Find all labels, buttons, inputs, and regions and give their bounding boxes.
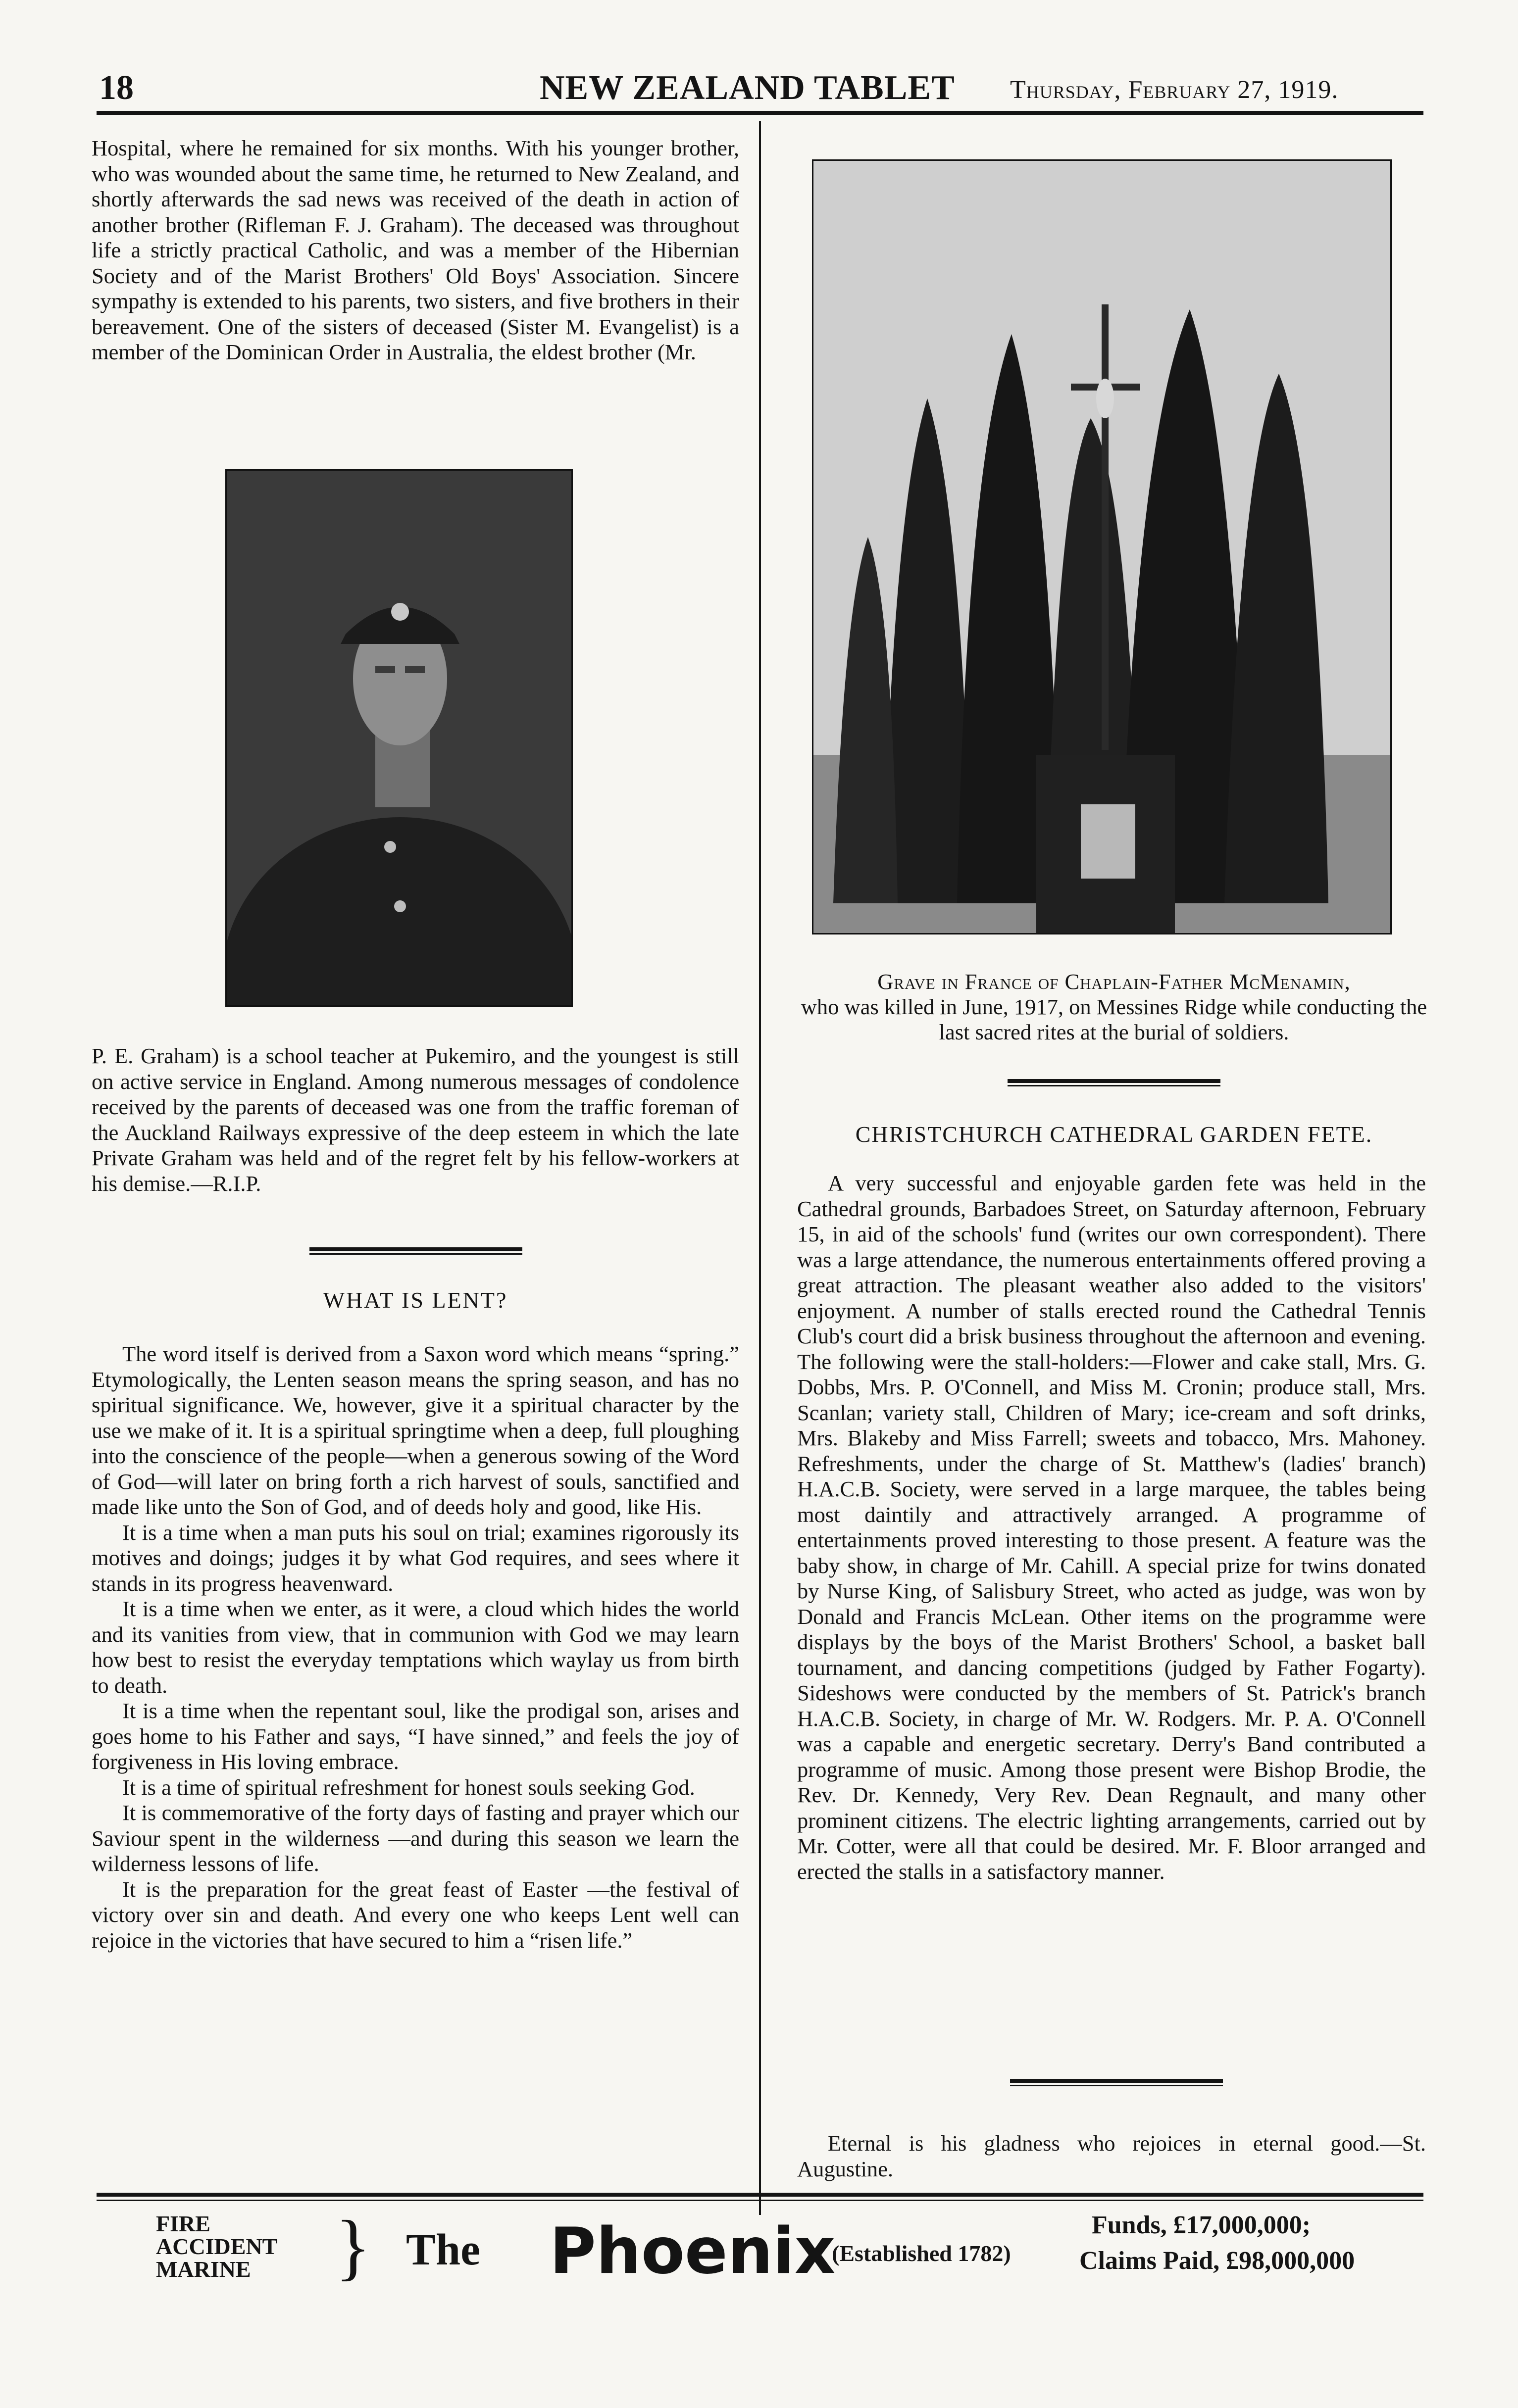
grave-caption-body: who was killed in June, 1917, on Messines Ridge while conducting the last sacred rites at the burial of soldiers.: [801, 994, 1427, 1044]
lent-paragraph: The word itself is derived from a Saxon word which means “spring.” Etymologically, the Lenten season means the spring season, and has no spiritual significance. We, however, give it a spiritual character by the use we make of it. It is a spiritual springtime when a deep, full ploughing into the conscience of the people—when a generous sowing of the Word of God—will later on bring forth a rich harvest of souls, sanctified and made like unto the Son of God, and of deeds holy and good, like His.: [92, 1341, 739, 1519]
advert-funds: Funds, £17,000,000;: [1092, 2211, 1311, 2239]
insurance-types: [156, 2212, 277, 2281]
fete-heading: CHRISTCHURCH CATHEDRAL GARDEN FETE.: [855, 1122, 1373, 1147]
advert-bracket: }: [335, 2206, 371, 2288]
advert-claims: Claims Paid, £98,000,000: [1079, 2247, 1355, 2275]
left-column: [92, 136, 739, 365]
obituary-continued-text: Hospital, where he remained for six months. With his younger brother, who was wounded about the same time, he returned to New Zealand, and shortly afterwards the sad news was received of the death in action of another brother (Rifleman F. J. Graham). The deceased was throughout life a strictly practical Catholic, and was a member of the Hibernian Society and of the Marist Brothers' Old Boys' Association. Sincere sympathy is extended to his parents, two sisters, and five brothers in their bereavement. One of the sisters of deceased (Sister M. Evangelist) is a member of the Dominican Order in Australia, the eldest brother (Mr.: [92, 136, 739, 364]
fete-article: [797, 1171, 1426, 1884]
soldier-portrait-photo: [225, 469, 573, 1007]
insurance-type: FIRE: [156, 2211, 210, 2236]
advert-the: The: [406, 2225, 481, 2274]
grave-caption: [800, 969, 1428, 1045]
insurance-type: MARINE: [156, 2257, 251, 2282]
lent-heading: WHAT IS LENT?: [323, 1287, 508, 1313]
section-divider-left: [309, 1247, 522, 1256]
lent-article: [92, 1341, 739, 1953]
lent-paragraph: It is the preparation for the great feast of Easter —the festival of victory over sin and death. And every one who keeps Lent well can rejoice in the victories that have secured to him a “risen life.”: [92, 1876, 739, 1953]
closing-quote: [797, 2131, 1426, 2182]
grave-image: [813, 161, 1390, 933]
grave-photo: [812, 159, 1392, 934]
lent-paragraph: It is a time when a man puts his soul on trial; examines rigorously its motives and doings; judges it by what God requires, and sees where it stands in its progress heavenward.: [92, 1520, 739, 1596]
fete-paragraph: A very successful and enjoyable garden fete was held in the Cathedral grounds, Barbadoes Street, on Saturday afternoon, February 15, in aid of the schools' fund (writes our own correspondent). There was a large attendance, the numerous entertainments offered proving a great attraction. The pleasant weather also added to the visitors' enjoyment. A number of stalls erected round the Cathedral Tennis Club's court did a brisk business throughout the afternoon and evening. The following were the stall-holders:—Flower and cake stall, Mrs. G. Dobbs, Mrs. P. O'Connell, and Miss M. Cronin; produce stall, Mrs. Scanlan; variety stall, Children of Mary; ice-cream and soft drinks, Mrs. Blakeby and Miss Farrell; sweets and tobacco, Mrs. Mahoney. Refreshments, under the charge of St. Matthew's (ladies' branch) H.A.C.B. Society, were served in a large marquee, the tables being most daintily and attractively arranged. A programme of entertainments proved interesting to those present. A feature was the baby show, in charge of Mr. Cahill. A special prize for twins donated by Nurse King, of Salisbury Street, who acted as judge, was won by Donald and Francis McLean. Other items on the programme were displays by the boys of the Marist Brothers' School, a basket ball tournament, and dancing competitions (judged by Father Fogarty). Sideshows were conducted by the members of St. Patrick's branch H.A.C.B. Society, in charge of Mr. W. Rodgers. Mr. P. A. O'Connell was a capable and energetic secretary. Derry's Band contributed a programme of music. Among those present were Bishop Brodie, the Rev. Dr. Kennedy, Very Rev. Dean Regnault, and many other prominent citizens. The electric lighting arrangements, carried out by Mr. Cotter, were all that could be desired. Mr. F. Bloor arranged and erected the stalls in a satisfactory manner.: [797, 1171, 1426, 1884]
column-divider: [759, 121, 761, 2215]
section-divider-right-lower: [1010, 2079, 1223, 2088]
phoenix-advert: [97, 2208, 1423, 2356]
lent-paragraph: It is commemorative of the forty days of fasting and prayer which our Saviour spent in the wilderness —and during this season we learn the wilderness lessons of life.: [92, 1800, 739, 1876]
footer-rule: [97, 2193, 1423, 2197]
section-divider-right: [1008, 1079, 1220, 1088]
footer-rule-thin: [97, 2200, 1423, 2201]
lent-paragraph: It is a time when the repentant soul, like the prodigal son, arises and goes home to his Father and says, “I have sinned,” and feels the joy of forgiveness in His loving embrace.: [92, 1698, 739, 1774]
grave-caption-title: Grave in France of Chaplain-Father McMenamin,: [877, 969, 1351, 994]
augustine-quote: Eternal is his gladness who rejoices in eternal good.—St. Augustine.: [797, 2131, 1426, 2181]
header-rule: [97, 111, 1423, 115]
page-number: 18: [99, 69, 134, 107]
lent-paragraph: It is a time when we enter, as it were, a cloud which hides the world and its vanities from view, that in communion with God we may learn how best to resist the everyday temptations which waylay us from birth to death.: [92, 1596, 739, 1698]
obituary-closing-text: P. E. Graham) is a school teacher at Pukemiro, and the youngest is still on active service in England. Among numerous messages of condolence received by the parents of deceased was one from the traffic foreman of the Auckland Railways expressive of the deep esteem in which the late Private Graham was held and of the regret felt by his fellow-workers at his demise.—R.I.P.: [92, 1043, 739, 1196]
left-column-lower: [92, 1043, 739, 1196]
insurance-type: ACCIDENT: [156, 2234, 278, 2259]
lent-paragraph: It is a time of spiritual refreshment for honest souls seeking God.: [122, 1774, 695, 1800]
issue-date: Thursday, February 27, 1919.: [1010, 76, 1339, 104]
soldier-portrait-image: [227, 471, 571, 1005]
publication-title: NEW ZEALAND TABLET: [540, 69, 955, 107]
advert-established: (Established 1782): [832, 2241, 1011, 2266]
advert-brand: Phoenix: [550, 2214, 836, 2288]
